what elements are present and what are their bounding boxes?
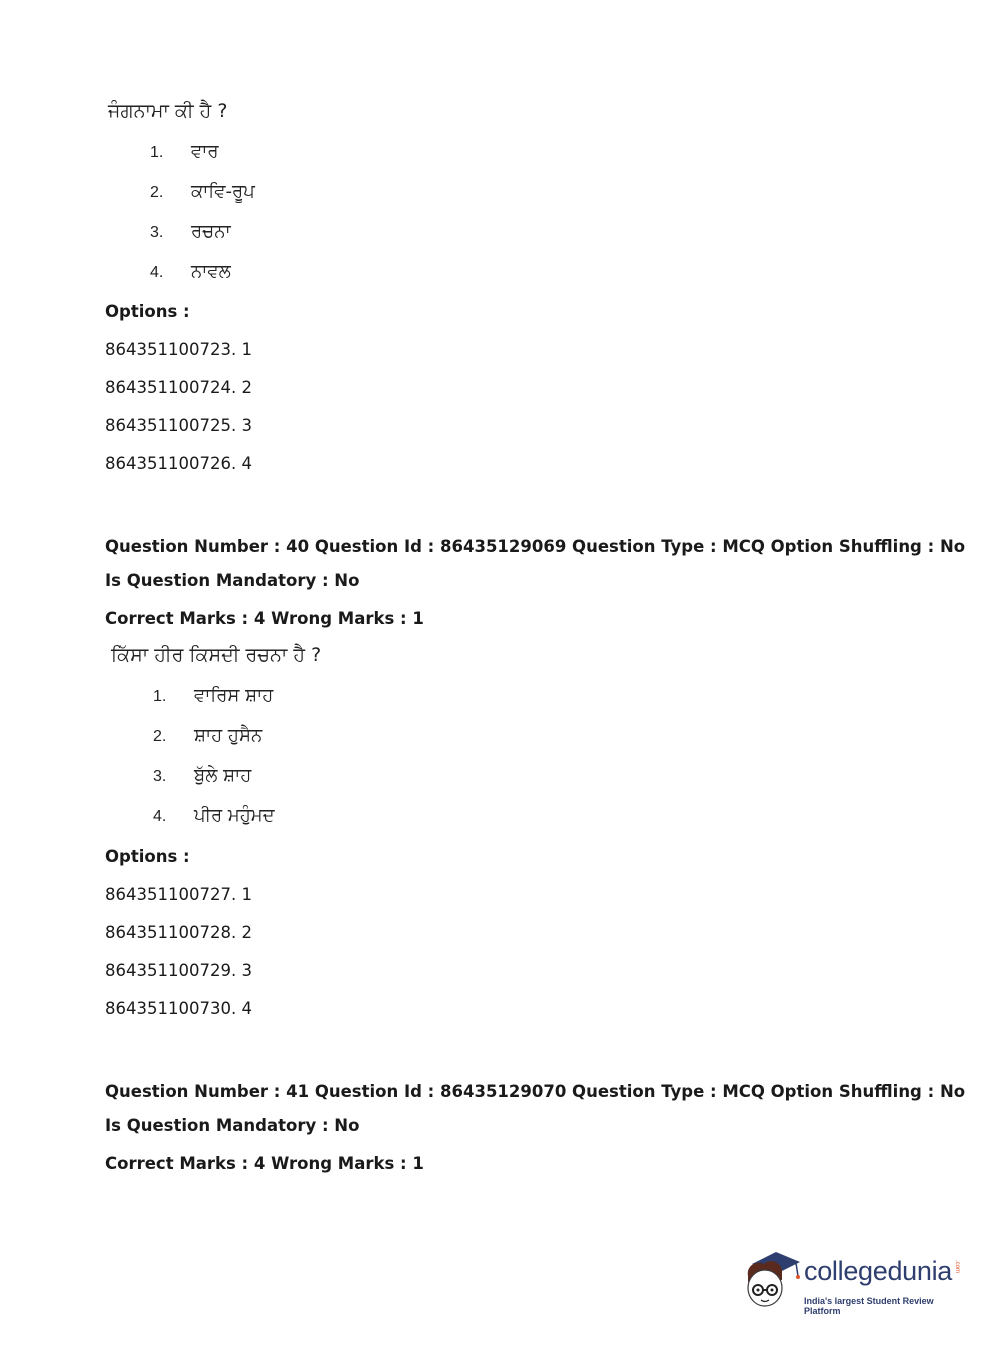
q39-option-2: 864351100724. 2 bbox=[105, 378, 252, 397]
q39-options-heading: Options : bbox=[105, 302, 190, 321]
q39-choice-4-text: ਨਾਵਲ bbox=[191, 261, 231, 282]
q39-option-1: 864351100723. 1 bbox=[105, 340, 252, 359]
q39-option-4: 864351100726. 4 bbox=[105, 454, 252, 473]
q40-option-2: 864351100728. 2 bbox=[105, 923, 252, 942]
q40-option-4: 864351100730. 4 bbox=[105, 999, 252, 1018]
q40-choice-2-text: ਸ਼ਾਹ ਹੁਸੈਨ bbox=[194, 725, 263, 746]
q41-marks-line: Correct Marks : 4 Wrong Marks : 1 bbox=[105, 1154, 424, 1173]
logo-tagline: India's largest Student Review Platform bbox=[804, 1296, 934, 1316]
collegedunia-logo bbox=[742, 1250, 972, 1316]
q40-choice-3-number: 3. bbox=[153, 768, 167, 785]
mascot-icon bbox=[742, 1250, 802, 1312]
q40-option-3: 864351100729. 3 bbox=[105, 961, 252, 980]
q40-options-heading: Options : bbox=[105, 847, 190, 866]
q39-choice-3-number: 3. bbox=[150, 224, 164, 241]
q40-choice-1-text: ਵਾਰਿਸ ਸ਼ਾਹ bbox=[194, 685, 274, 706]
q39-option-3: 864351100725. 3 bbox=[105, 416, 252, 435]
q40-choice-1-number: 1. bbox=[153, 688, 167, 705]
q39-choice-2-number: 2. bbox=[150, 184, 164, 201]
q40-marks-line: Correct Marks : 4 Wrong Marks : 1 bbox=[105, 609, 424, 628]
q39-choice-1-text: ਵਾਰ bbox=[191, 141, 219, 162]
q40-choice-4-text: ਪੀਰ ਮਹੁੰਮਦ bbox=[194, 805, 275, 826]
question-40-text: ਕਿੱਸਾ ਹੀਰ ਕਿਸਦੀ ਰਚਨਾ ਹੈ ? bbox=[111, 644, 322, 666]
q41-meta-line: Question Number : 41 Question Id : 86435129070 Question Type : MCQ Option Shuffling : No bbox=[105, 1082, 966, 1101]
q40-choice-4-number: 4. bbox=[153, 808, 167, 825]
q40-mandatory-line: Is Question Mandatory : No bbox=[105, 571, 360, 590]
q40-meta-line: Question Number : 40 Question Id : 86435129069 Question Type : MCQ Option Shuffling : No bbox=[105, 537, 966, 556]
q39-choice-3-text: ਰਚਨਾ bbox=[191, 221, 231, 242]
q40-choice-3-text: ਬੁੱਲੇ ਸ਼ਾਹ bbox=[194, 765, 252, 786]
q40-option-1: 864351100727. 1 bbox=[105, 885, 252, 904]
q39-choice-1-number: 1. bbox=[150, 144, 164, 161]
q41-mandatory-line: Is Question Mandatory : No bbox=[105, 1116, 360, 1135]
q40-choice-2-number: 2. bbox=[153, 728, 167, 745]
logo-dotcom: .com bbox=[954, 1260, 960, 1274]
question-39-text: ਜੰਗਨਾਮਾ ਕੀ ਹੈ ? bbox=[108, 100, 228, 122]
q39-choice-4-number: 4. bbox=[150, 264, 164, 281]
logo-wordmark: collegedunia bbox=[804, 1256, 953, 1286]
q39-choice-2-text: ਕਾਵਿ-ਰੂਪ bbox=[191, 181, 255, 202]
